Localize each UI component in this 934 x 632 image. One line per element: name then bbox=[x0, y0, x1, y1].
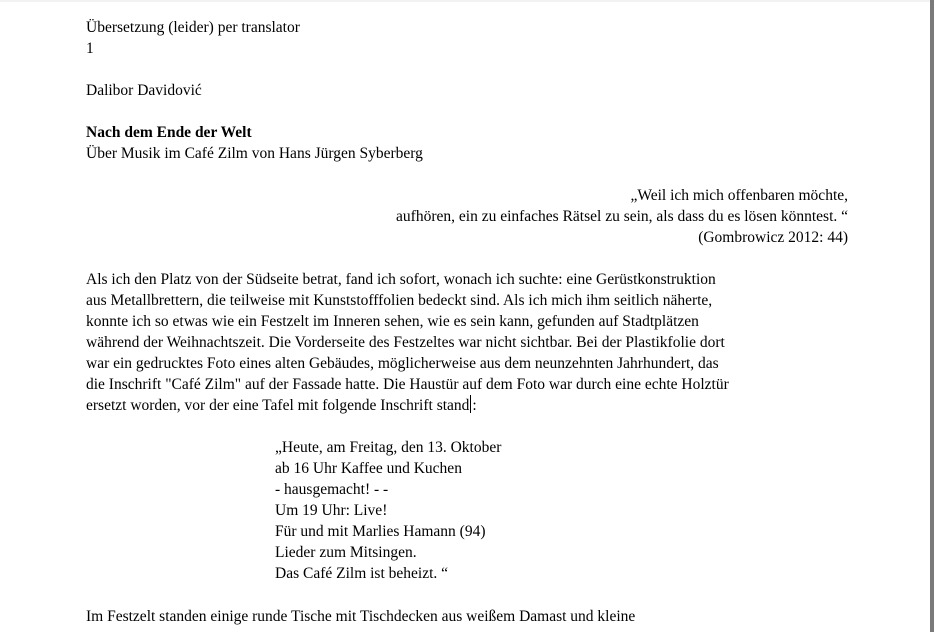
notice-line: Lieder zum Mitsingen. bbox=[275, 544, 417, 561]
notice-line: Das Café Zilm ist beheizt. “ bbox=[275, 565, 449, 582]
notice-line: „Heute, am Freitag, den 13. Oktober bbox=[275, 439, 502, 456]
paragraph-text-before-caret: ersetzt worden, vor der eine Tafel mit folgende Inschrift stand bbox=[86, 397, 470, 414]
paragraph-line: Als ich den Platz von der Südseite betrat, fand ich sofort, wonach ich suchte: eine Gerüstkonstruktion bbox=[86, 271, 716, 288]
notice-line: Für und mit Marlies Hamann (94) bbox=[275, 523, 486, 540]
paragraph-line: die Inschrift "Café Zilm" auf der Fassade hatte. Die Haustür auf dem Foto war durch eine echte Holztür bbox=[86, 376, 729, 393]
article-title: Nach dem Ende der Welt bbox=[86, 124, 252, 141]
notice-line: ab 16 Uhr Kaffee und Kuchen bbox=[275, 460, 462, 477]
epigraph-citation: (Gombrowicz 2012: 44) bbox=[698, 229, 848, 246]
author-name: Dalibor Davidović bbox=[86, 82, 202, 99]
paragraph-line-last bbox=[86, 395, 477, 416]
paragraph-line: war ein gedrucktes Foto eines alten Gebäudes, möglicherweise aus dem neunzehnten Jahrhundert, das bbox=[86, 355, 719, 372]
article-subtitle: Über Musik im Café Zilm von Hans Jürgen Syberberg bbox=[86, 145, 423, 162]
paragraph-line: Im Festzelt standen einige runde Tische mit Tischdecken aus weißem Damast und kleine bbox=[86, 608, 636, 625]
epigraph-line: „Weil ich mich offenbaren möchte, bbox=[630, 187, 848, 204]
notice-line: Um 19 Uhr: Live! bbox=[275, 502, 388, 519]
top-strip bbox=[0, 0, 930, 2]
epigraph-line: aufhören, ein zu einfaches Rätsel zu sein, als dass du es lösen könntest. “ bbox=[396, 208, 848, 225]
notice-line: - hausgemacht! - - bbox=[275, 481, 389, 498]
scrollbar-edge[interactable] bbox=[930, 0, 934, 632]
paragraph-line: konnte ich so etwas wie ein Festzelt im Inneren sehen, wie es sein kann, gefunden auf Stadtplätzen bbox=[86, 313, 699, 330]
paragraph-text-after-caret: : bbox=[472, 397, 477, 414]
header-line: Übersetzung (leider) per translator bbox=[86, 19, 300, 36]
paragraph-line: während der Weihnachtszeit. Die Vorderseite des Festzeltes war nicht sichtbar. Bei der Plastikfolie dort bbox=[86, 334, 725, 351]
page-number: 1 bbox=[86, 40, 94, 57]
paragraph-line: aus Metallbrettern, die teilweise mit Kunststofffolien bedeckt sind. Als ich mich ihm seitlich näherte, bbox=[86, 292, 713, 309]
